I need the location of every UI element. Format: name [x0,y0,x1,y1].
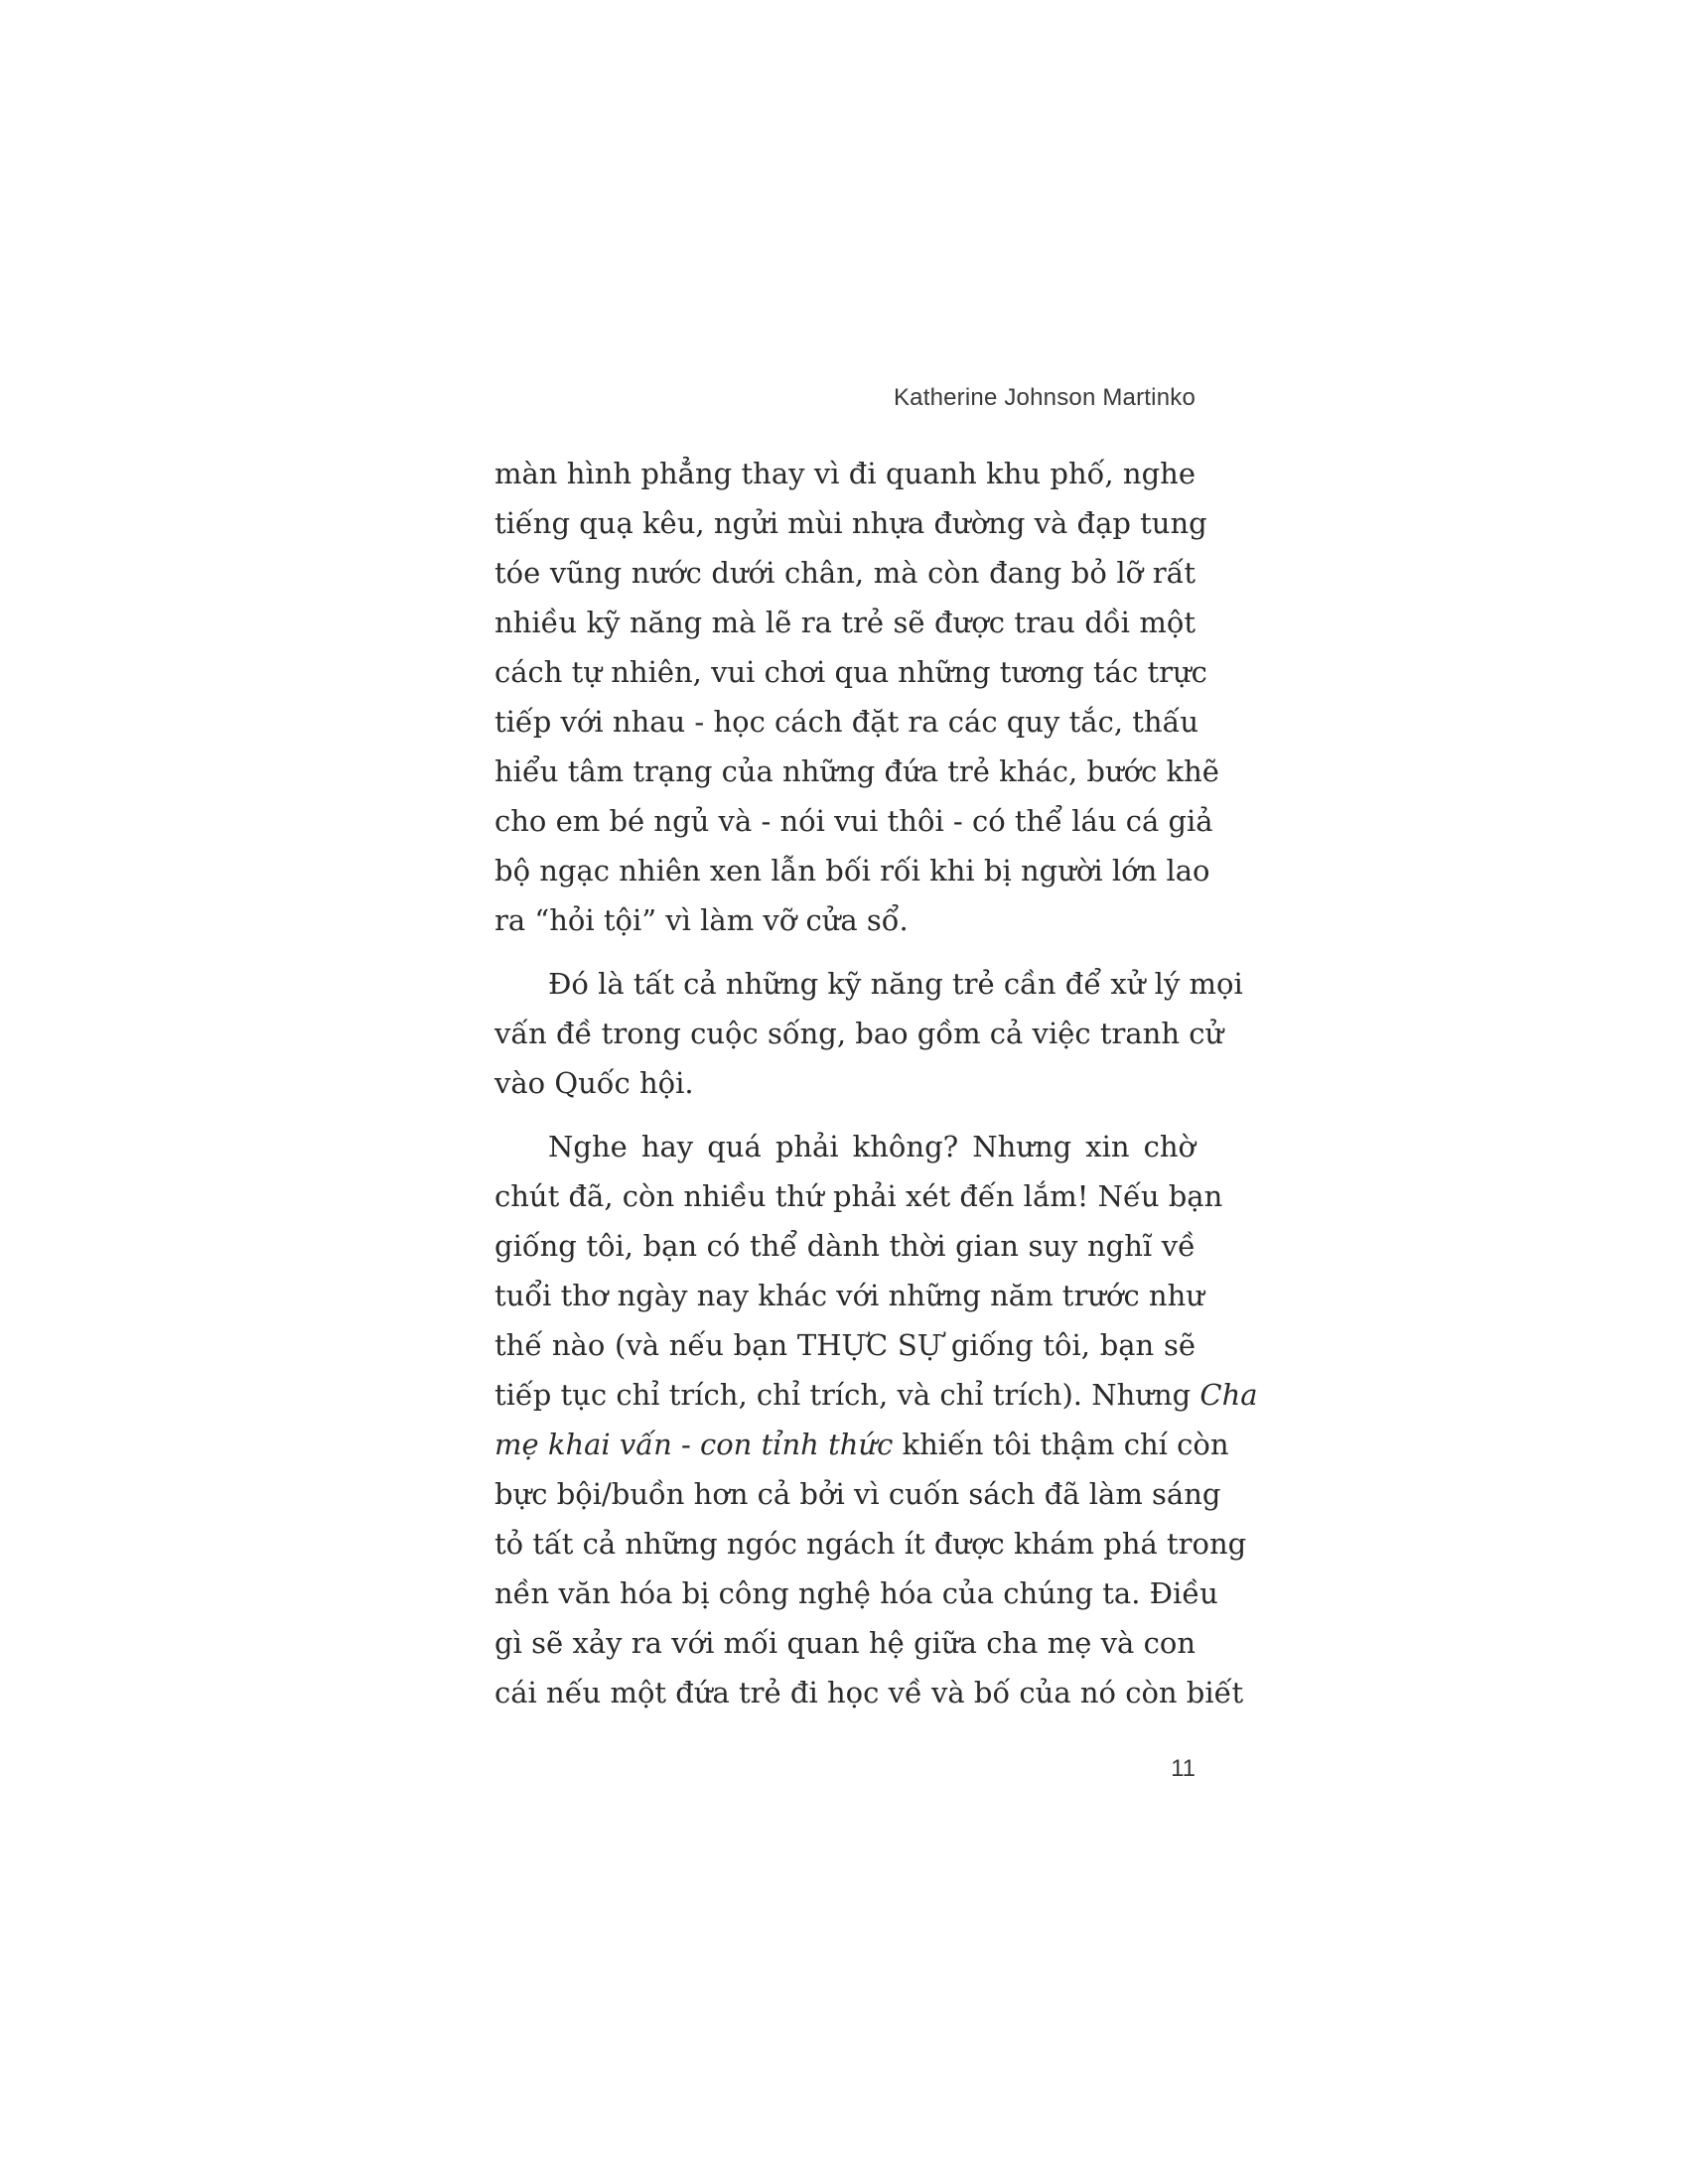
text-line: nền văn hóa bị công nghệ hóa của chúng ta. Điều [494,1576,1218,1610]
text-segment: tiếp tục chỉ trích, chỉ trích, và chỉ trích). Nhưng [494,1378,1200,1412]
text-line: nhiều kỹ năng mà lẽ ra trẻ sẽ được trau dồi một [494,606,1196,639]
text-line: Đó là tất cả những kỹ năng trẻ cần để xử lý mọi [548,967,1243,1001]
text-line: chút đã, còn nhiều thứ phải xét đến lắm! Nếu bạn [494,1179,1223,1213]
text-line: tuổi thơ ngày nay khác với những năm trước như [494,1279,1204,1312]
text-line: ra “hỏi tội” vì làm vỡ cửa sổ. [494,903,909,937]
book-title-italic: Cha [1199,1378,1258,1412]
text-line: tiếng quạ kêu, ngửi mùi nhựa đường và đạp tung [494,506,1207,540]
page-number: 11 [1171,1755,1196,1782]
text-line: vấn đề trong cuộc sống, bao gồm cả việc tranh cử [494,1017,1224,1050]
text-line: tiếp với nhau - học cách đặt ra các quy tắc, thấu [494,705,1199,739]
book-title-italic: mẹ khai vấn - con tỉnh thức [494,1428,894,1461]
text-line: cái nếu một đứa trẻ đi học về và bố của nó còn biết [494,1676,1244,1709]
text-line: giống tôi, bạn có thể dành thời gian suy nghĩ về [494,1229,1196,1263]
paragraph-2 [494,959,1243,1108]
text-line: thế nào (và nếu bạn THỰC SỰ giống tôi, bạn sẽ [494,1328,1196,1362]
text-line: bộ ngạc nhiên xen lẫn bối rối khi bị người lớn lao [494,854,1210,887]
text-line: vào Quốc hội. [494,1066,694,1100]
text-segment: khiến tôi thậm chí còn [893,1428,1229,1461]
text-line: tỏ tất cả những ngóc ngách ít được khám phá trong [494,1527,1247,1561]
running-header-author: Katherine Johnson Martinko [893,384,1196,411]
body-text [494,449,1258,1731]
text-line: Nghe hay quá phải không? Nhưng xin chờ [548,1130,1196,1163]
text-line [494,1420,1229,1469]
text-line [494,1370,1258,1420]
text-line: hiểu tâm trạng của những đứa trẻ khác, bước khẽ [494,754,1219,788]
paragraph-3 [494,1122,1258,1717]
paragraph-1 [494,449,1219,945]
text-line: màn hình phẳng thay vì đi quanh khu phố, nghe [494,457,1196,490]
text-line: gì sẽ xảy ra với mối quan hệ giữa cha mẹ và con [494,1626,1196,1660]
text-line: tóe vũng nước dưới chân, mà còn đang bỏ lỡ rất [494,556,1196,590]
text-line: cho em bé ngủ và - nói vui thôi - có thể láu cá giả [494,804,1213,838]
text-line: cách tự nhiên, vui chơi qua những tương tác trực [494,655,1207,689]
text-line: bực bội/buồn hơn cả bởi vì cuốn sách đã làm sáng [494,1477,1221,1511]
